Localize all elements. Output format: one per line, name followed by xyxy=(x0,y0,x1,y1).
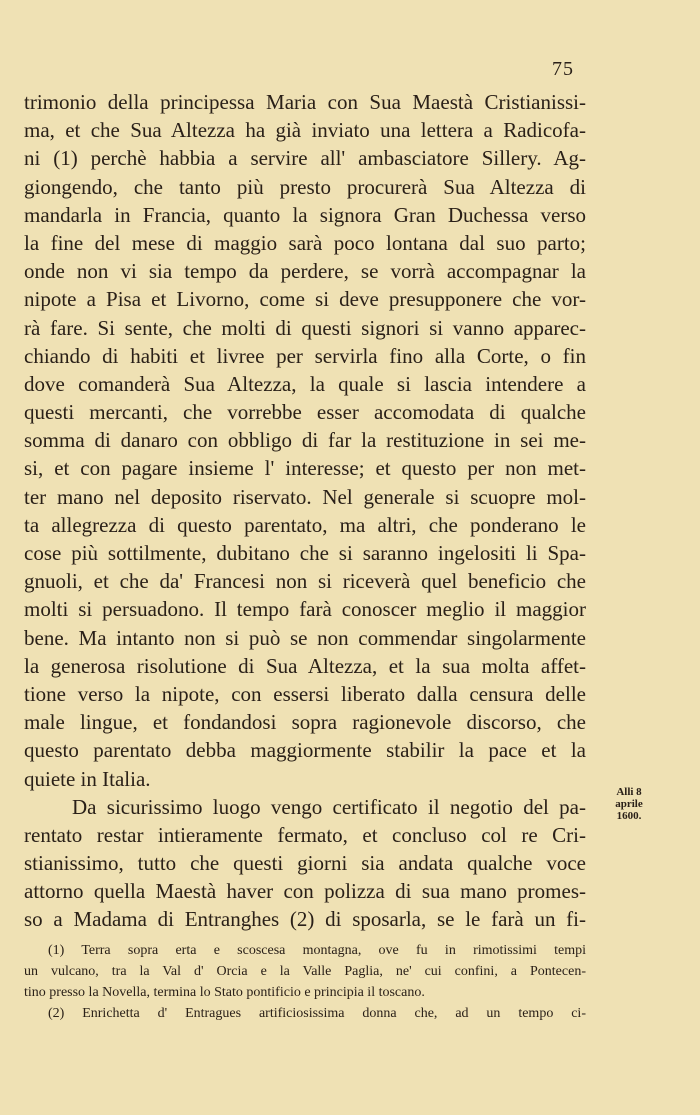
text-line: la generosa risolutione di Sua Altezza, et la sua molta affet- xyxy=(24,653,586,678)
text-line: rà fare. Si sente, che molti di questi signori si vanno apparec- xyxy=(24,315,586,340)
text-line: rentato restar intieramente fermato, et concluso col re Cri- xyxy=(24,822,586,847)
text-line: nipote a Pisa et Livorno, come si deve presupponere che vor- xyxy=(24,287,586,312)
text-line: molti si persuadono. Il tempo farà conoscer meglio il maggior xyxy=(24,597,586,622)
text-line: questi mercanti, che vorrebbe esser accomodata di qualche xyxy=(24,400,586,425)
text-line: chiando di habiti et livree per servirla fino alla Corte, o fin xyxy=(24,343,586,368)
text-line: cose più sottilmente, dubitano che si saranno ingelositi li Spa- xyxy=(24,541,586,565)
text-line: ni (1) perchè habbia a servire all' ambasciatore Sillery. Ag- xyxy=(24,146,586,171)
text-line: onde non vi sia tempo da perdere, se vorrà accompagnar la xyxy=(24,259,586,284)
text-line: mandarla in Francia, quanto la signora Gran Duchessa verso xyxy=(24,202,586,227)
footnote-line: tino presso la Novella, termina lo Stato pontificio e principia il toscano. xyxy=(24,985,425,1000)
text-line: ter mano nel deposito riservato. Nel generale si scuopre mol- xyxy=(24,484,586,509)
text-line: attorno quella Maestà haver con polizza di sua mano promes- xyxy=(24,879,586,904)
page-number: 75 xyxy=(552,58,574,80)
text-line: trimonio della principessa Maria con Sua Maestà Cristianissi- xyxy=(24,90,586,114)
text-line: gnuoli, et che da' Francesi non si riceverà quel beneficio che xyxy=(24,569,586,594)
text-line: ta allegrezza di questo parentato, ma altri, che ponderano le xyxy=(24,512,586,537)
text-line: bene. Ma intanto non si può se non commendar singolarmente xyxy=(24,625,586,650)
body-text xyxy=(24,88,586,934)
paragraph-first-line: Da sicurissimo luogo vengo certificato il negotio del pa- xyxy=(72,794,586,819)
text-line: la fine del mese di maggio sarà poco lontana dal suo parto; xyxy=(24,230,586,255)
margin-date-note xyxy=(604,786,654,822)
text-line: stianissimo, tutto che questi giorni sia andata qualche voce xyxy=(24,851,586,876)
text-line: so a Madama di Entranghes (2) di sposarla, se le farà un fi- xyxy=(24,907,586,932)
text-line: ma, et che Sua Altezza ha già inviato una lettera a Radicofa- xyxy=(24,118,586,143)
text-line: dove comanderà Sua Altezza, la quale si lascia intendere a xyxy=(24,371,586,396)
text-line: si, et con pagare insieme l' interesse; et questo per non met- xyxy=(24,456,586,481)
margin-note-line: 1600. xyxy=(616,810,642,822)
text-line: tione verso la nipote, con essersi liberato dalla censura delle xyxy=(24,681,586,706)
text-line: quiete in Italia. xyxy=(24,766,151,791)
margin-note-line: Alli 8 xyxy=(616,786,642,798)
text-line: somma di danaro con obbligo di far la restituzione in sei me- xyxy=(24,428,586,453)
footnotes xyxy=(24,940,586,1024)
footnote-line: (1) Terra sopra erta e scoscesa montagna, ove fu in rimotissimi tempi xyxy=(48,943,586,958)
text-line: male lingue, et fondandosi sopra ragionevole discorso, che xyxy=(24,710,586,735)
footnote-line: un vulcano, tra la Val d' Orcia e la Valle Paglia, ne' cui confini, a Pontecen- xyxy=(24,964,586,979)
footnote-line: (2) Enrichetta d' Entragues artificiosissima donna che, ad un tempo ci- xyxy=(48,1006,586,1021)
margin-note-line: aprile xyxy=(615,798,643,810)
text-line: questo parentato debba maggiormente stabilir la pace et la xyxy=(24,738,586,763)
text-line: giongendo, che tanto più presto procurerà Sua Altezza di xyxy=(24,174,586,199)
